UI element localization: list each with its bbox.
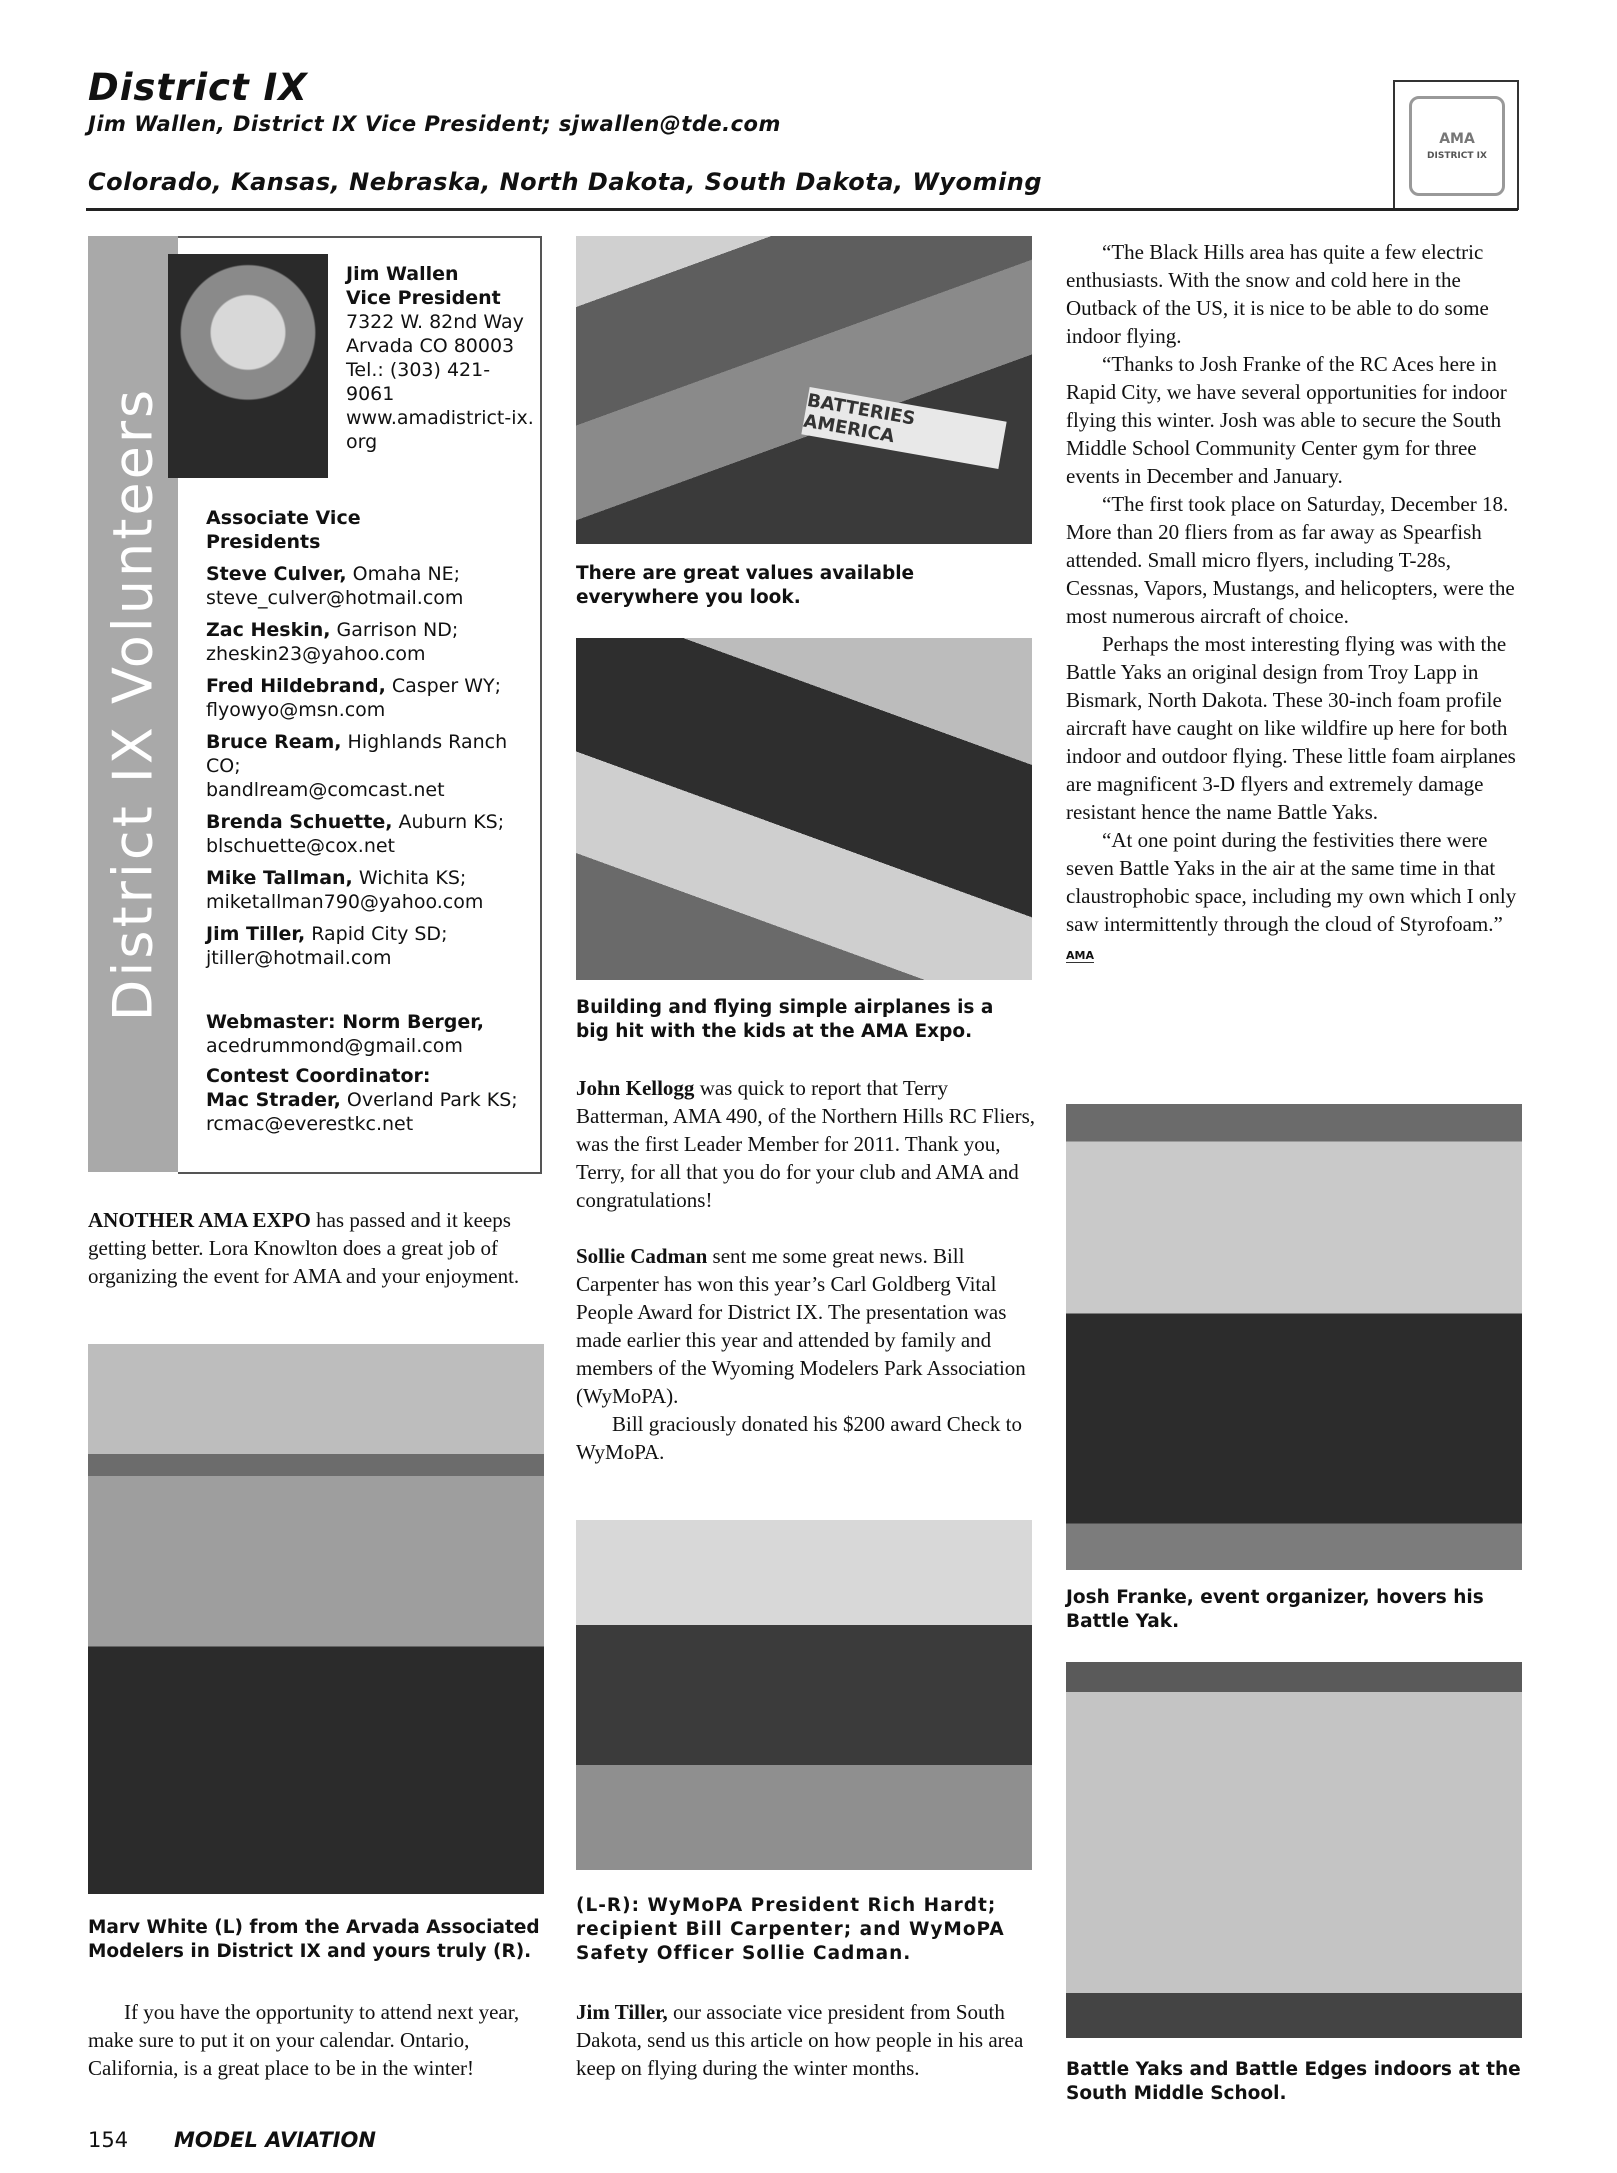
intro-paragraph xyxy=(88,1206,538,1290)
page-number: 154 xyxy=(88,2128,129,2152)
gym-flying-photo xyxy=(1066,1662,1522,2038)
assoc-item xyxy=(206,810,528,858)
contest-label: Contest Coordinator: xyxy=(206,1065,431,1087)
assoc-location: Auburn KS; xyxy=(392,811,505,833)
webmaster-email[interactable]: acedrummond@gmail.com xyxy=(206,1035,463,1057)
quote-5: “At one point during the festivities there were seven Battle Yaks in the air at the same time in that claustrophobic space, including my own which I only saw intermittently through the cloud of Styrofoam.” xyxy=(1066,828,1517,936)
assoc-email[interactable]: blschuette@cox.net xyxy=(206,835,395,857)
cadman-text: sent me some great news. Bill Carpenter has won this year’s Carl Goldberg Vital People Award for District IX. The presentation was made earlier this year and attended by family and members of the Wyoming Modelers Park Association (WyMoPA). xyxy=(576,1244,1026,1408)
webmaster-label: Webmaster: Norm Berger, xyxy=(206,1011,485,1033)
kellogg-lead: John Kellogg xyxy=(576,1076,695,1100)
assoc-name: Zac Heskin, xyxy=(206,619,331,641)
vp-city: Arvada CO 80003 xyxy=(346,335,515,357)
vp-contact-line: Jim Wallen, District IX Vice President; sjwallen@tde.com xyxy=(88,112,781,136)
col2-text-block xyxy=(576,1074,1036,1466)
assoc-email[interactable]: zheskin23@yahoo.com xyxy=(206,643,426,665)
assoc-location: Rapid City SD; xyxy=(305,923,448,945)
assoc-email[interactable]: steve_culver@hotmail.com xyxy=(206,587,464,609)
expo-floor-caption: There are great values available everywhere you look. xyxy=(576,563,915,608)
vp-web[interactable]: www.amadistrict-ix.org xyxy=(346,407,534,453)
contest-location: Overland Park KS; xyxy=(340,1089,518,1111)
assoc-email[interactable]: bandlream@comcast.net xyxy=(206,779,445,801)
assoc-name: Mike Tallman, xyxy=(206,867,353,889)
contest-name: Mac Strader, xyxy=(206,1089,341,1111)
quote-1: “The Black Hills area has quite a few electric enthusiasts. With the snow and cold here in the Outback of the US, it is nice to be able to do some indoor flying. xyxy=(1066,240,1489,348)
vp-card xyxy=(346,262,536,454)
quote-3: “The first took place on Saturday, December 18. More than 20 fliers from as far away as Spearfish attended. Small micro flyers, including T-28s, Cessnas, Vapors, Mustangs, and helicopters, were the most numerous aircraft of choice. xyxy=(1066,492,1515,628)
quote-4: Perhaps the most interesting flying was with the Battle Yaks an original design from Troy Lapp in Bismark, North Dakota. These 30-inch foam profile aircraft have caught on like wildfire up here for both indoor and outdoor flying. These little foam airplanes are magnificent 3-D flyers and extremely damage resistant hence the name Battle Yaks. xyxy=(1066,632,1516,824)
magazine-name: MODEL AVIATION xyxy=(174,2128,376,2152)
assoc-item xyxy=(206,730,528,802)
tiller-text: our associate vice president from South Dakota, send us this article on how people in his area keep on flying during the winter months. xyxy=(576,2000,1024,2080)
assoc-email[interactable]: jtiller@hotmail.com xyxy=(206,947,392,969)
col3-text-block xyxy=(1066,238,1528,970)
assoc-name: Brenda Schuette, xyxy=(206,811,393,833)
award-presentation-photo xyxy=(576,1520,1032,1870)
volunteers-band-title: District IX Volunteers xyxy=(101,386,165,1022)
assoc-list xyxy=(206,506,528,970)
volunteers-band xyxy=(88,236,178,1172)
district-states: Colorado, Kansas, Nebraska, North Dakota, South Dakota, Wyoming xyxy=(88,168,1042,196)
assoc-email[interactable]: flyowyo@msn.com xyxy=(206,699,386,721)
assoc-name: Steve Culver, xyxy=(206,563,347,585)
donation-text: Bill graciously donated his $200 award Check to WyMoPA. xyxy=(576,1412,1023,1464)
assoc-item xyxy=(206,922,528,970)
assoc-name: Fred Hildebrand, xyxy=(206,675,386,697)
expo-floor-photo xyxy=(576,236,1032,544)
assoc-location: Wichita KS; xyxy=(352,867,467,889)
josh-franke-caption: Josh Franke, event organizer, hovers his Battle Yak. xyxy=(1066,1587,1484,1632)
logo-bottom-text: DISTRICT IX xyxy=(1427,151,1487,161)
district-logo xyxy=(1393,80,1519,210)
gym-flying-caption: Battle Yaks and Battle Edges indoors at the South Middle School. xyxy=(1066,2059,1521,2104)
vp-address: 7322 W. 82nd Way xyxy=(346,311,524,333)
marv-white-photo xyxy=(88,1344,544,1894)
assoc-location: Casper WY; xyxy=(385,675,502,697)
vp-role: Vice President xyxy=(346,287,501,309)
page-title: District IX xyxy=(88,66,308,109)
tiller-lead: Jim Tiller, xyxy=(576,2000,668,2024)
kids-building-photo xyxy=(576,638,1032,980)
intro-rest: has passed and it keeps getting better. Lora Knowlton does a great job of organizing the event for AMA and your enjoyment. xyxy=(88,1208,520,1288)
closing-paragraph: If you have the opportunity to attend next year, make sure to put it on your calendar. Ontario, California, is a great place to be in the winter! xyxy=(88,2000,520,2080)
assoc-item xyxy=(206,866,528,914)
sidebar-contacts xyxy=(206,1010,528,1136)
assoc-location: Garrison ND; xyxy=(330,619,459,641)
batteries-america-banner: BATTERIES AMERICA xyxy=(801,387,1006,469)
kids-building-caption: Building and flying simple airplanes is a big hit with the kids at the AMA Expo. xyxy=(576,997,994,1042)
award-caption: (L-R): WyMoPA President Rich Hardt; recipient Bill Carpenter; and WyMoPA Safety Officer Sollie Cadman. xyxy=(576,1895,1005,1964)
tiller-paragraph xyxy=(576,1998,1036,2082)
header-rule xyxy=(86,208,1518,211)
assoc-item xyxy=(206,618,528,666)
assoc-item xyxy=(206,562,528,610)
assoc-item xyxy=(206,674,528,722)
kellogg-text: was quick to report that Terry Batterman, AMA 490, of the Northern Hills RC Fliers, was the first Leader Member for 2011. Thank you, Terry, for all that you do for your club and AMA and congratulations! xyxy=(576,1076,1036,1212)
logo-top-text: AMA xyxy=(1439,131,1475,147)
assoc-name: Bruce Ream, xyxy=(206,731,342,753)
end-mark-logo: AMA xyxy=(1066,949,1094,962)
intro-lead: ANOTHER AMA EXPO xyxy=(88,1208,311,1232)
marv-white-caption: Marv White (L) from the Arvada Associated Modelers in District IX and yours truly (R). xyxy=(88,1917,540,1962)
vp-tel: Tel.: (303) 421-9061 xyxy=(346,359,491,405)
assoc-heading: Associate Vice Presidents xyxy=(206,507,361,553)
assoc-location: Omaha NE; xyxy=(346,563,461,585)
contest-email[interactable]: rcmac@everestkc.net xyxy=(206,1113,414,1135)
vp-portrait-photo xyxy=(168,254,328,478)
quote-2: “Thanks to Josh Franke of the RC Aces here in Rapid City, we have several opportunities for indoor flying this winter. Josh was able to secure the South Middle School Community Center gym for three events in December and January. xyxy=(1066,352,1507,488)
assoc-location: Highlands Ranch CO; xyxy=(206,731,508,777)
vp-name: Jim Wallen xyxy=(346,263,459,285)
assoc-email[interactable]: miketallman790@yahoo.com xyxy=(206,891,484,913)
josh-franke-photo xyxy=(1066,1104,1522,1570)
assoc-name: Jim Tiller, xyxy=(206,923,306,945)
cadman-lead: Sollie Cadman xyxy=(576,1244,708,1268)
